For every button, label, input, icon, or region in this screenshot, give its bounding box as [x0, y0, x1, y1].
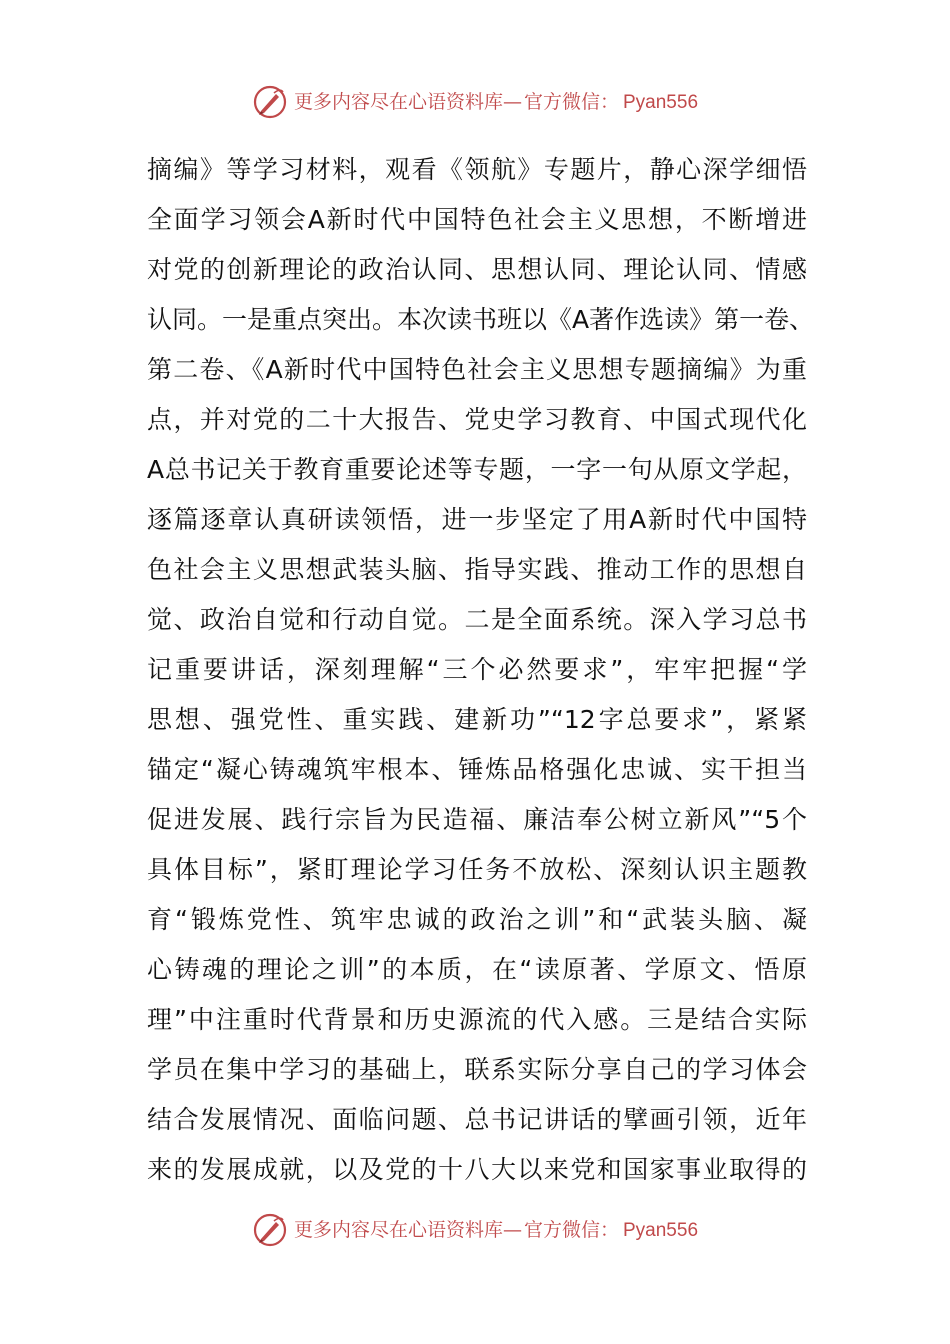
banner-separator: — — [502, 90, 522, 113]
body-line: 逐篇逐章认真研读领悟，进一步坚定了用A新时代中国特 — [147, 505, 807, 534]
body-line: 第二卷、《A新时代中国特色社会主义思想专题摘编》为重 — [147, 355, 807, 384]
body-line: 色社会主义思想武装头脑、指导实践、推动工作的思想自 — [147, 555, 807, 584]
body-line: 促进发展、践行宗旨为民造福、廉洁奉公树立新风”“5个 — [147, 805, 807, 834]
body-line: 全面学习领会A新时代中国特色社会主义思想，不断增进 — [147, 205, 807, 234]
body-line: 育“锻炼党性、筑牢忠诚的政治之训”和“武装头脑、凝 — [147, 905, 807, 934]
footer-banner-text — [293, 1218, 699, 1241]
body-line: 记重要讲话，深刻理解“三个必然要求”，牢牢把握“学 — [147, 655, 807, 684]
banner-wechat-label: 官方微信： — [523, 1218, 619, 1241]
body-line: 觉、政治自觉和行动自觉。二是全面系统。深入学习总书 — [147, 605, 807, 634]
header-banner-text — [293, 90, 699, 113]
body-line: 对党的创新理论的政治认同、思想认同、理论认同、情感 — [147, 255, 807, 284]
banner-wechat-id: Pyan556 — [623, 1219, 699, 1241]
body-line: 具体目标”，紧盯理论学习任务不放松、深刻认识主题教 — [147, 855, 807, 884]
body-line: 思想、强党性、重实践、建新功”“12字总要求”，紧紧 — [147, 705, 807, 734]
document-body — [147, 145, 815, 1195]
banner-main-text: 更多内容尽在心语资料库 — [293, 90, 503, 113]
banner-wechat-id: Pyan556 — [623, 91, 699, 113]
banner-main-text: 更多内容尽在心语资料库 — [293, 1218, 503, 1241]
body-line: 心铸魂的理论之训”的本质，在“读原著、学原文、悟原 — [147, 955, 807, 984]
body-line: 点，并对党的二十大报告、党史学习教育、中国式现代化 — [147, 405, 807, 434]
body-line: 来的发展成就，以及党的十八大以来党和国家事业取得的 — [147, 1155, 807, 1184]
body-line: A总书记关于教育重要论述等专题，一字一句从原文学起， — [147, 455, 807, 484]
body-line: 理”中注重时代背景和历史源流的代入感。三是结合实际 — [147, 1005, 807, 1034]
footer-banner — [0, 1210, 950, 1250]
body-line: 摘编》等学习材料，观看《领航》专题片，静心深学细悟 — [147, 155, 807, 184]
body-line: 认同。一是重点突出。本次读书班以《A著作选读》第一卷、 — [147, 305, 815, 334]
banner-wechat-label: 官方微信： — [523, 90, 619, 113]
pen-logo-icon — [252, 1212, 288, 1248]
body-line: 锚定“凝心铸魂筑牢根本、锤炼品格强化忠诚、实干担当 — [147, 755, 807, 784]
body-line: 结合发展情况、面临问题、总书记讲话的擘画引领，近年 — [147, 1105, 807, 1134]
pen-logo-icon — [252, 84, 288, 120]
body-line: 学员在集中学习的基础上，联系实际分享自己的学习体会 — [147, 1055, 807, 1084]
banner-separator: — — [502, 1218, 522, 1241]
header-banner — [0, 82, 950, 122]
